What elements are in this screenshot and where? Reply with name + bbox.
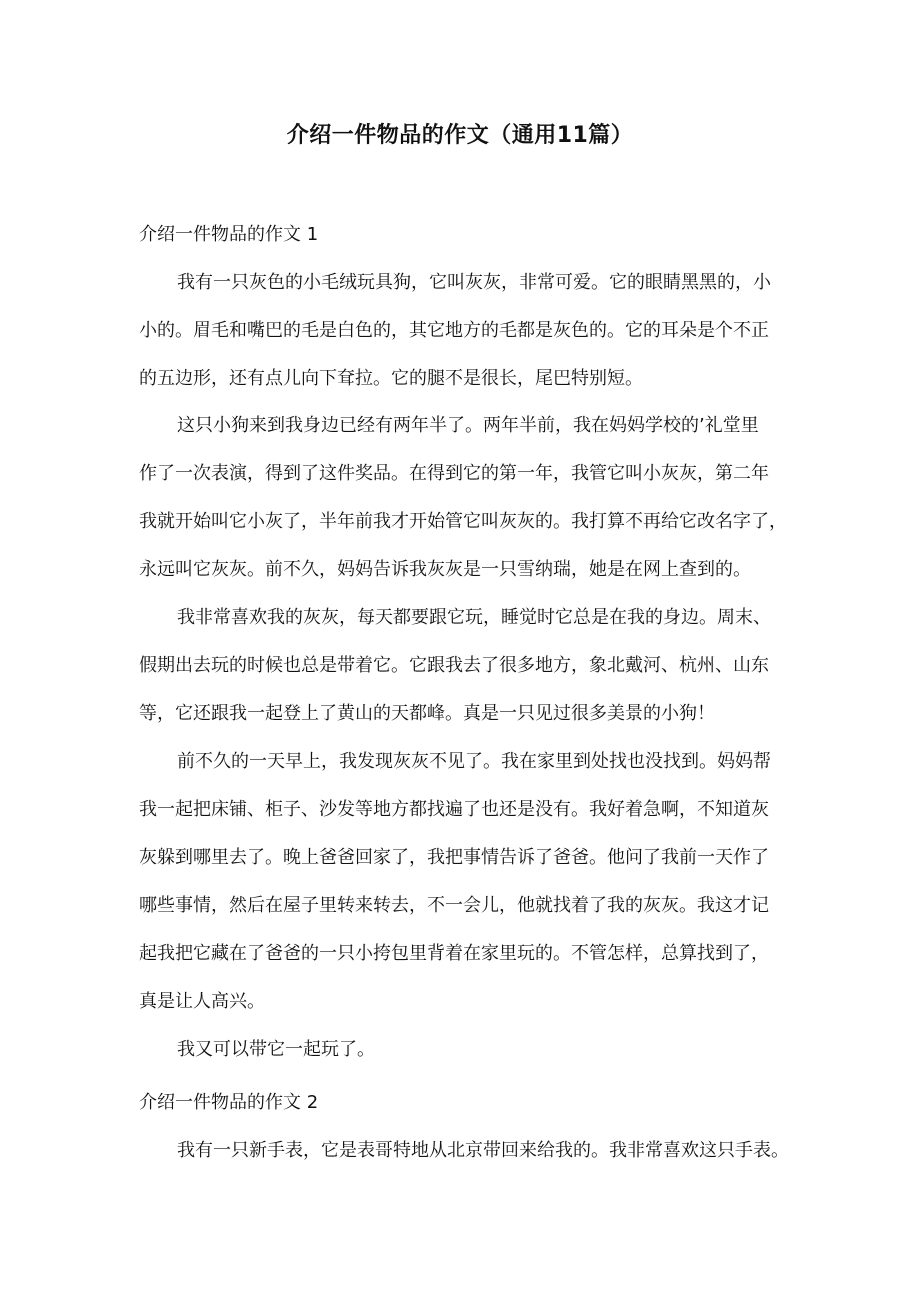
paragraph-line: 哪些事情，然后在屋子里转来转去，不一会儿，他就找着了我的灰灰。我这才记: [139, 895, 769, 916]
paragraph-line: 我有一只灰色的小毛绒玩具狗，它叫灰灰，非常可爱。它的眼睛黑黑的，小: [177, 272, 771, 293]
paragraph-line: 等，它还跟我一起登上了黄山的天都峰。真是一只见过很多美景的小狗！: [139, 703, 715, 724]
paragraph-line: 起我把它藏在了爸爸的一只小挎包里背着在家里玩的。不管怎样，总算找到了，: [139, 943, 769, 964]
paragraph-line: 我又可以带它一起玩了。: [177, 1039, 375, 1060]
section-heading-1: 介绍一件物品的作文 1: [139, 224, 319, 245]
paragraph-line: 小的。眉毛和嘴巴的毛是白色的，其它地方的毛都是灰色的。它的耳朵是个不正: [139, 320, 769, 341]
paragraph-line: 永远叫它灰灰。前不久，妈妈告诉我灰灰是一只雪纳瑞，她是在网上查到的。: [139, 559, 751, 580]
paragraph-line: 假期出去玩的时候也总是带着它。它跟我去了很多地方，象北戴河、杭州、山东: [139, 655, 769, 676]
paragraph-line: 我有一只新手表，它是表哥特地从北京带回来给我的。我非常喜欢这只手表。: [177, 1140, 789, 1161]
paragraph-line: 我就开始叫它小灰了，半年前我才开始管它叫灰灰的。我打算不再给它改名字了，: [139, 511, 787, 532]
paragraph-line: 真是让人高兴。: [139, 991, 265, 1012]
paragraph-line: 这只小狗来到我身边已经有两年半了。两年半前，我在妈妈学校的’礼堂里: [177, 415, 759, 436]
paragraph-line: 作了一次表演，得到了这件奖品。在得到它的第一年，我管它叫小灰灰，第二年: [139, 463, 769, 484]
paragraph-line: 灰躲到哪里去了。晚上爸爸回家了，我把事情告诉了爸爸。他问了我前一天作了: [139, 847, 769, 868]
document-title: 介绍一件物品的作文（通用11篇）: [286, 123, 634, 148]
paragraph-line: 我非常喜欢我的灰灰，每天都要跟它玩，睡觉时它总是在我的身边。周末、: [177, 607, 771, 628]
paragraph-line: 我一起把床铺、柜子、沙发等地方都找遍了也还是没有。我好着急啊，不知道灰: [139, 799, 769, 820]
section-heading-2: 介绍一件物品的作文 2: [139, 1092, 319, 1113]
paragraph-line: 前不久的一天早上，我发现灰灰不见了。我在家里到处找也没找到。妈妈帮: [177, 751, 771, 772]
paragraph-line: 的五边形，还有点儿向下耷拉。它的腿不是很长，尾巴特别短。: [139, 368, 643, 389]
